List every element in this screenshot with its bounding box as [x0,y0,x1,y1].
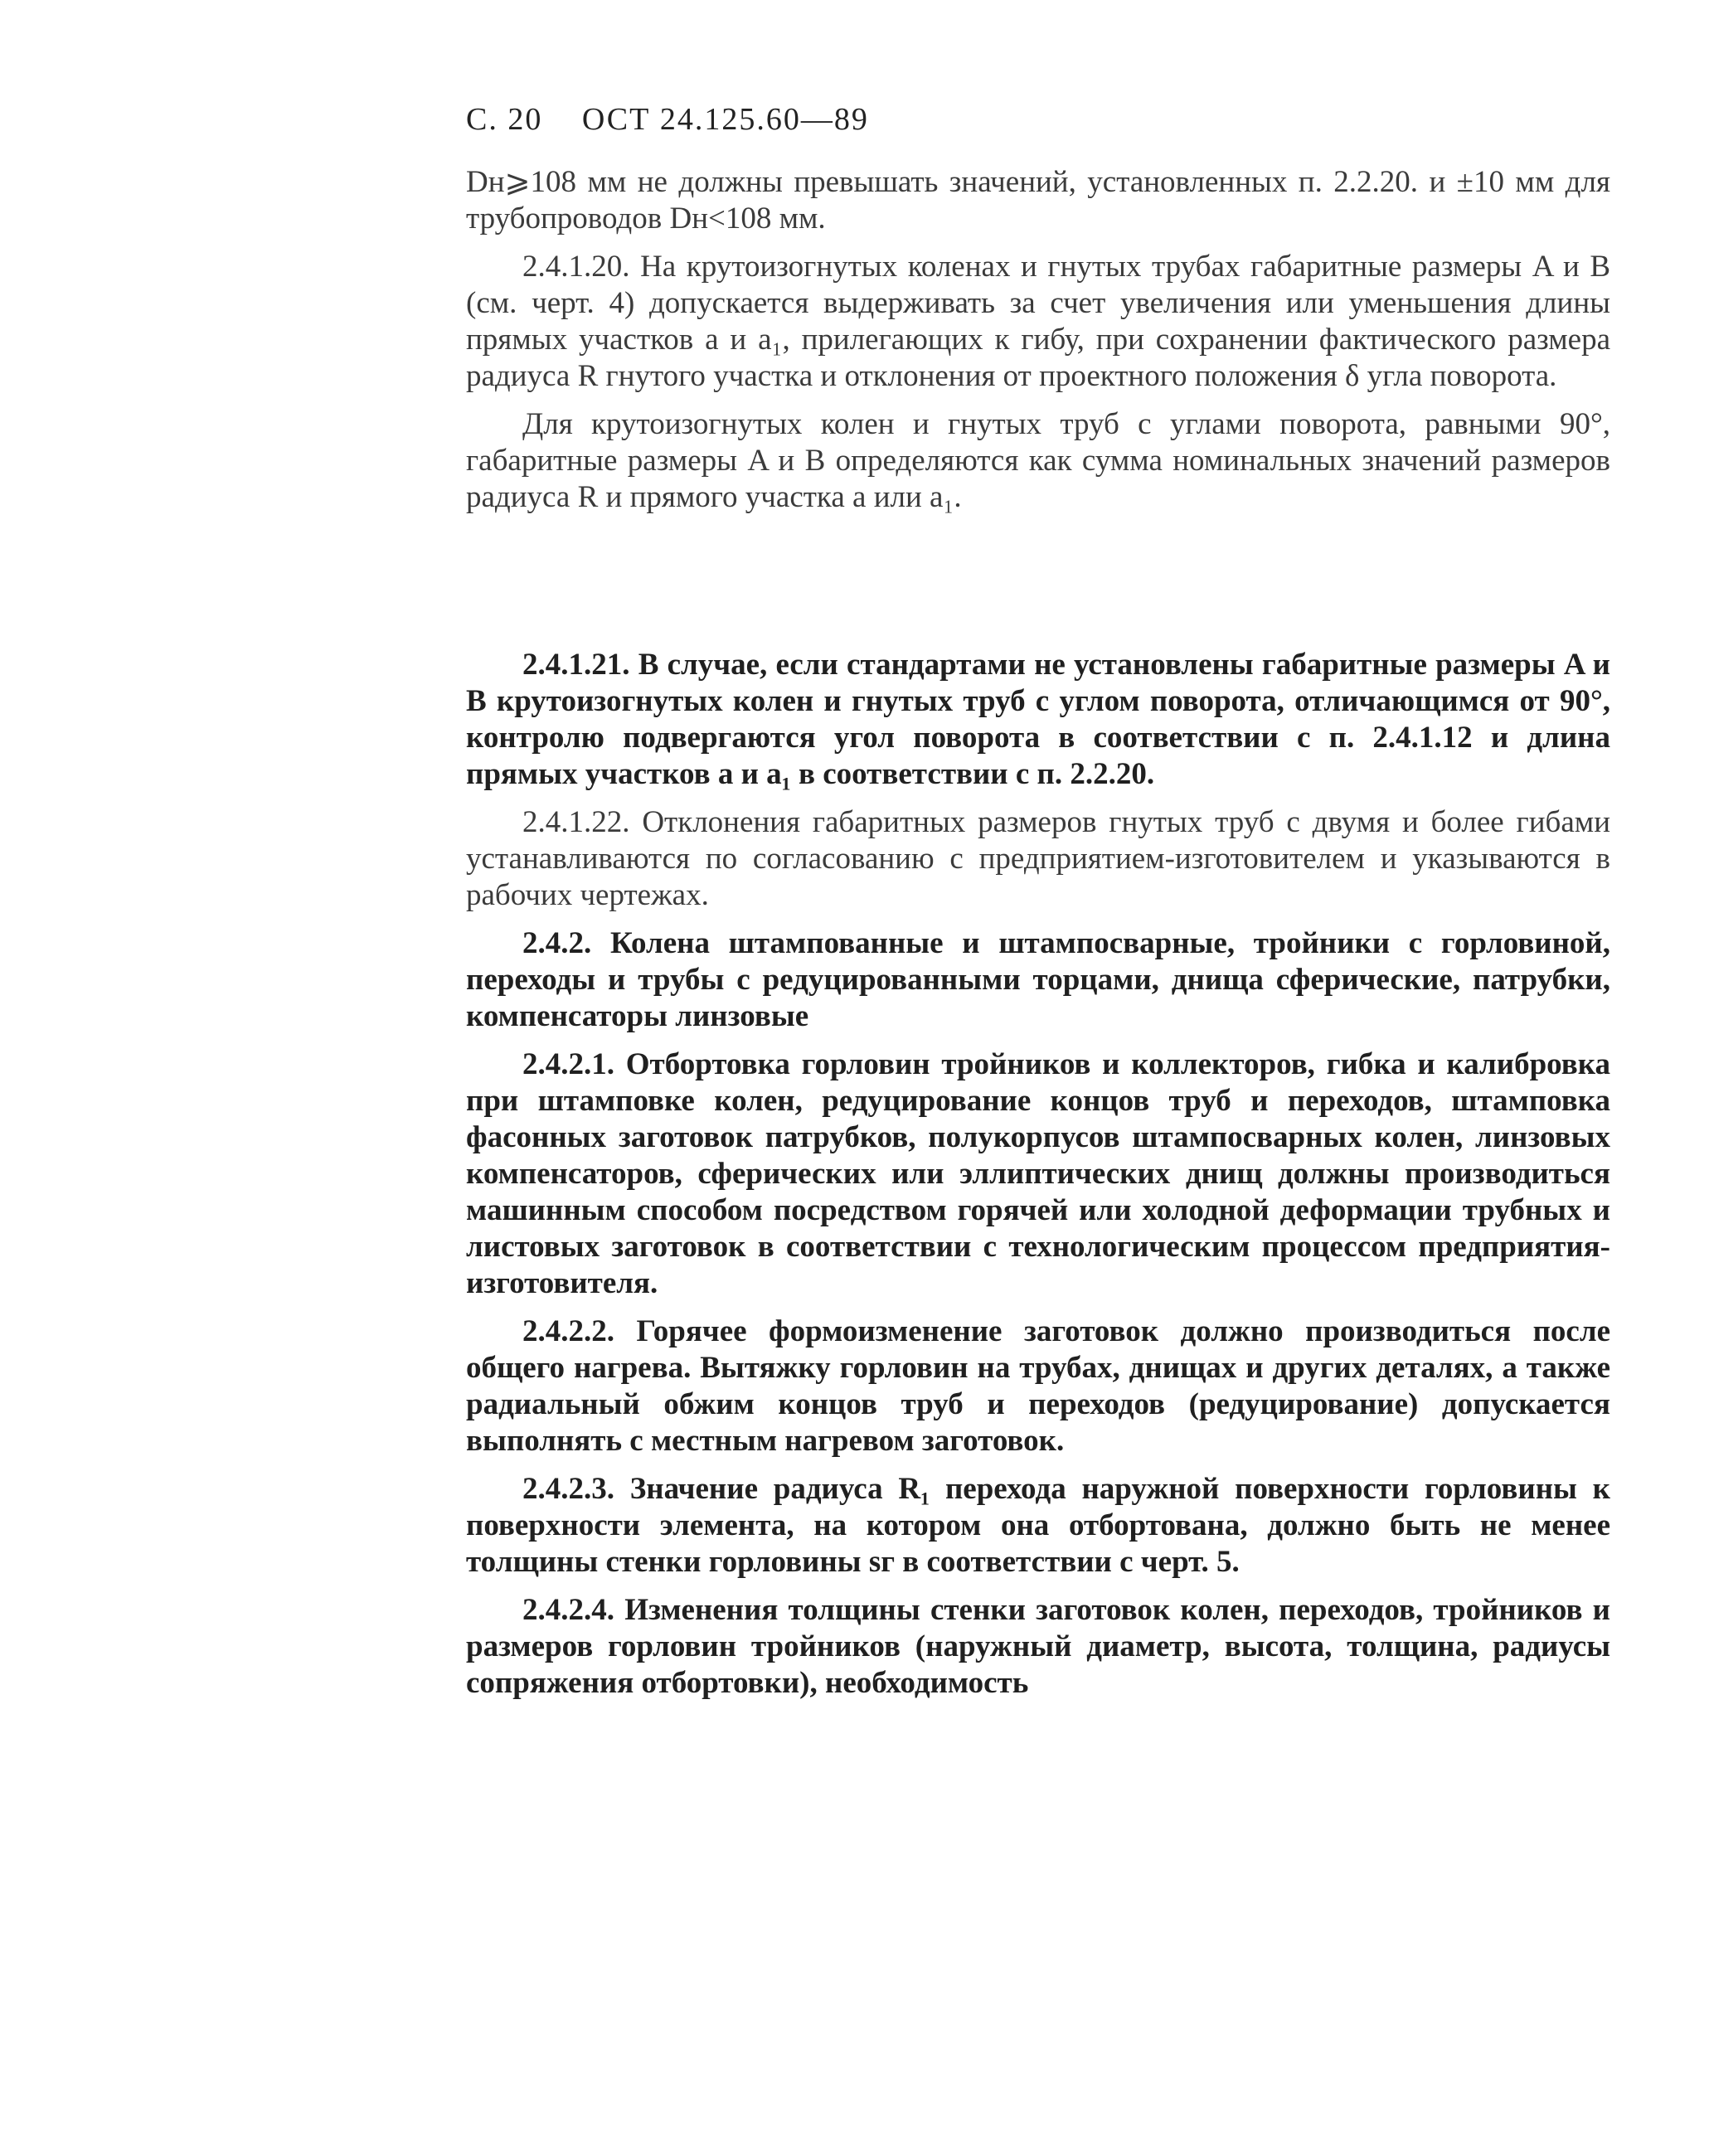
paragraph-2-4-2-4: 2.4.2.4. Изменения толщины стенки заготовок колен, переходов, тройников и размеров горловин тройников (наружный диаметр, высота, толщина, радиусы сопряжения отбортовки), необходимость [466,1593,1610,1700]
page-header [466,101,899,138]
paragraph-continuation: Dн⩾108 мм не должны превышать значений, установленных п. 2.2.20. и ±10 мм для трубопроводов Dн<108 мм. [466,165,1610,236]
body-text-lower [466,647,1610,1713]
paragraph-2-4-1-22: 2.4.1.22. Отклонения габаритных размеров гнутых труб с двумя и более гибами устанавливаются по согласованию с предприятием-изготовителем и указываются в рабочих чертежах. [466,805,1610,912]
paragraph-2-4-2-2: 2.4.2.2. Горячее формоизменение заготовок должно производиться после общего нагрева. Вытяжку горловин на трубах, днищах и других деталях, а также радиальный обжим концов труб и переходов (редуцирование) допускается выполнять с местным нагревом заготовок. [466,1314,1610,1458]
paragraph-90-degree-bends: Для крутоизогнутых колен и гнутых труб с углами поворота, равными 90°, габаритные размеры A и B определяются как сумма номинальных значений размеров радиуса R и прямого участка a или a₁. [466,407,1610,514]
standard-number: ОСТ 24.125.60—89 [581,102,869,137]
paragraph-2-4-1-21: 2.4.1.21. В случае, если стандартами не установлены габаритные размеры A и B крутоизогнутых колен и гнутых труб с углом поворота, отличающимся от 90°, контролю подвергаются угол поворота в соответствии с п. 2.4.1.12 и длина прямых участков a и a₁ в соответствии с п. 2.2.20. [466,648,1610,791]
paragraph-2-4-2-3: 2.4.2.3. Значение радиуса R₁ перехода наружной поверхности горловины к поверхности элемента, на котором она отбортована, должно быть не менее толщины стенки горловины sг в соответствии с черт. 5. [466,1472,1610,1579]
page-number: С. 20 [466,102,543,137]
section-heading-2-4-2: 2.4.2. Колена штампованные и штампосварные, тройники с горловиной, переходы и трубы с редуцированными торцами, днища сферические, патрубки, компенсаторы линзовые [466,926,1610,1033]
body-text-upper [466,164,1610,527]
paragraph-2-4-1-20: 2.4.1.20. На крутоизогнутых коленах и гнутых трубах габаритные размеры A и B (см. черт. 4) допускается выдерживать за счет увеличения или уменьшения длины прямых участков a и a₁, прилегающих к гибу, при сохранении фактического размера радиуса R гнутого участка и отклонения от проектного положения δ угла поворота. [466,250,1610,393]
paragraph-2-4-2-1: 2.4.2.1. Отбортовка горловин тройников и коллекторов, гибка и калибровка при штамповке колен, редуцирование концов труб и переходов, штамповка фасонных заготовок патрубков, полукорпусов штампосварных колен, линзовых компенсаторов, сферических или эллиптических днищ должны производиться машинным способом посредством горячей или холодной деформации трубных и листовых заготовок в соответствии с технологическим процессом предприятия-изготовителя. [466,1047,1610,1300]
